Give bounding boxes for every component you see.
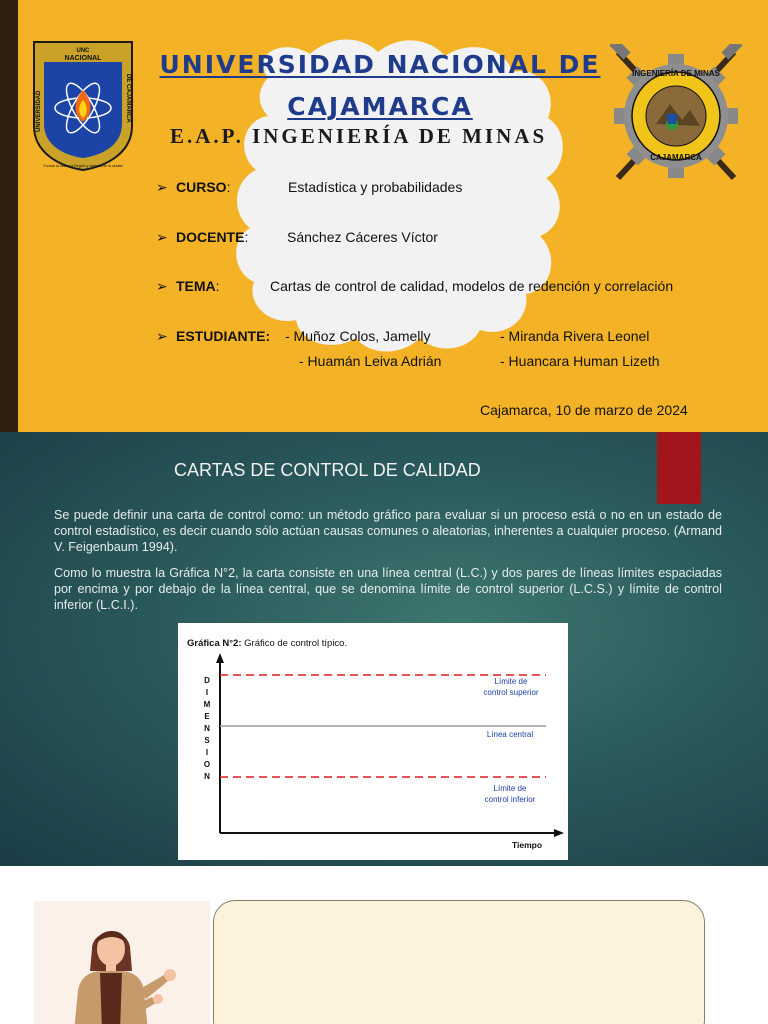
y-axis-letter: I — [205, 748, 209, 757]
date-text: Cajamarca, 10 de marzo de 2024 — [480, 402, 688, 418]
slide-title: CARTAS DE CONTROL DE CALIDAD — [174, 460, 481, 480]
student-item: - Miranda Rivera Leonel — [500, 328, 650, 344]
y-axis-letter: E — [204, 712, 210, 721]
topic-label: TEMA — [176, 278, 216, 294]
control-chart-figure — [178, 623, 568, 860]
arrow-bullet-icon: ➢ — [156, 179, 168, 195]
y-axis-letter: N — [204, 724, 210, 733]
content-box — [213, 900, 705, 1024]
y-axis-letter: O — [203, 760, 211, 769]
x-axis-label: Tiempo — [511, 840, 543, 850]
course-value: Estadística y probabilidades — [288, 179, 463, 195]
control-charts-slide — [0, 432, 768, 866]
y-axis-label — [204, 676, 211, 781]
teacher-label: DOCENTE — [176, 229, 245, 245]
ucl-label-line2: control superior — [483, 688, 539, 697]
title-slide — [0, 0, 768, 432]
students-label: ESTUDIANTE: — [176, 328, 271, 344]
paragraph-definition: Se puede definir una carta de control como: un método gráfico para evaluar si un proceso está o no en un estado de control estadístico, es decir cuando sólo actúan causas comunes o aleatorias, inherentes a cualquier proceso. (Armand V. Feigenbaum 1994). — [54, 508, 722, 554]
figure-caption — [187, 638, 347, 649]
center-line-label: Línea central — [486, 730, 534, 739]
lcl-label-line2: control inferior — [484, 795, 536, 804]
university-title-line1: UNIVERSIDAD NACIONAL DE — [159, 50, 601, 79]
logo-text-nacional: NACIONAL — [64, 55, 102, 62]
school-title: E.A.P. INGENIERÍA DE MINAS — [170, 124, 548, 148]
logo-text-universidad: UNIVERSIDAD — [36, 90, 42, 132]
course-row: ➢ CURSO: — [156, 179, 231, 195]
topic-row: ➢ TEMA: — [156, 278, 220, 294]
ucl-label-line1: Límite de — [494, 677, 528, 686]
logo-text-cajamarca: DE CAJAMARCA — [125, 74, 131, 123]
figure-caption-bold: Gráfica N°2: — [187, 638, 242, 649]
red-accent-bar — [657, 432, 701, 504]
teacher-row: ➢ DOCENTE: — [156, 229, 249, 245]
teacher-value: Sánchez Cáceres Víctor — [287, 229, 438, 245]
course-label: CURSO — [176, 179, 227, 195]
university-title-line2: CAJAMARCA — [287, 92, 473, 121]
y-axis-letter: S — [204, 736, 210, 745]
presenter-illustration-panel — [34, 901, 210, 1024]
y-axis-letter: I — [205, 688, 209, 697]
y-axis-letter: D — [204, 676, 210, 685]
topic-value: Cartas de control de calidad, modelos de redención y correlación — [270, 278, 674, 294]
y-axis-letter: N — [204, 772, 210, 781]
x-axis-arrowhead — [554, 829, 564, 837]
arrow-bullet-icon: ➢ — [156, 328, 168, 344]
students-row — [156, 328, 270, 345]
university-title — [120, 44, 640, 128]
student-item: - Muñoz Colos, Jamelly — [285, 328, 431, 344]
logo-motto: Formar la vida a la Región y defensa de la ciudad — [43, 164, 123, 168]
logo-text-unc: UNC — [76, 48, 90, 54]
next-slide-partial — [0, 866, 768, 1024]
control-chart-svg — [178, 623, 568, 860]
logo-text-cajamarca-bottom: CAJAMARCA — [650, 153, 702, 162]
student-item: - Huancara Human Lizeth — [500, 353, 660, 369]
y-axis-letter: M — [203, 700, 211, 709]
y-axis-arrowhead — [216, 653, 224, 663]
arrow-bullet-icon: ➢ — [156, 229, 168, 245]
lcl-label-line1: Límite de — [493, 784, 527, 793]
arrow-bullet-icon: ➢ — [156, 278, 168, 294]
paragraph-description: Como lo muestra la Gráfica N°2, la carta consiste en una línea central (L.C.) y dos pares de líneas límites espaciadas por encima y por debajo de la línea central, que se denomina límite de control superior (L.C.S.) y límite de control inferior (L.C.I.). — [54, 566, 722, 612]
figure-caption-rest: Gráfico de control típico. — [241, 638, 348, 649]
logo-text-ingenieria: INGENIERÍA DE MINAS — [632, 69, 720, 78]
student-item: - Huamán Leiva Adrián — [299, 353, 442, 369]
presenter-illustration — [34, 901, 210, 1024]
